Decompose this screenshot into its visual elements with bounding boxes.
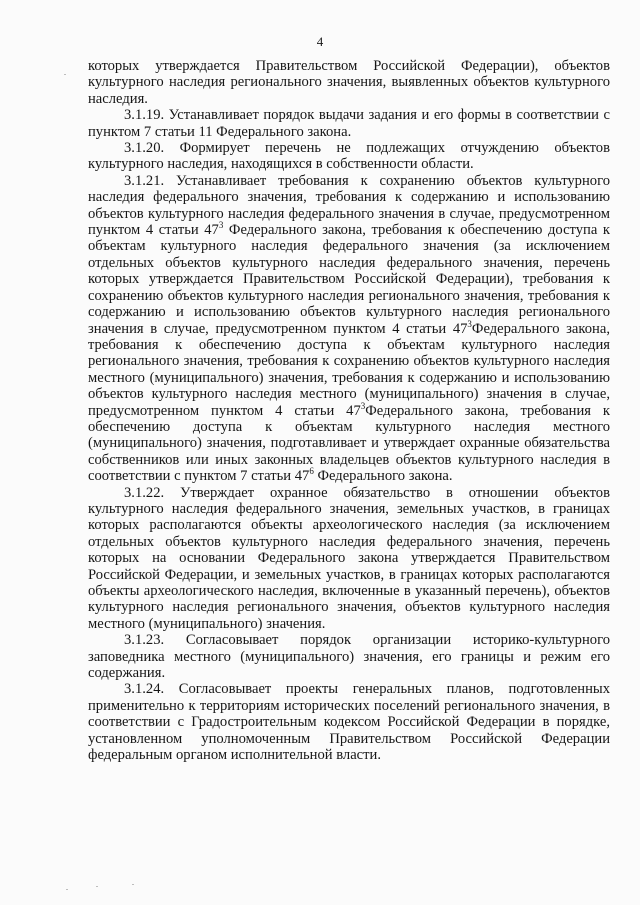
text-segment: 3.1.20. Формирует перечень не подлежащих отчуждению объектов культурного наследия, находящихся в собственности области. — [88, 140, 610, 173]
scan-speck — [96, 886, 98, 887]
scan-speck — [64, 74, 66, 75]
text-segment: 3.1.24. Согласовывает проекты генеральных планов, подготовленных применительно к территориям исторических поселений регионального значения, в соответствии с Градостроительным кодексом Российской Федерации в порядке, установленном уполномоченным Правительством Российской Федерации федеральным органом исполнительной власти. — [88, 681, 610, 764]
scan-speck — [132, 884, 134, 885]
text-segment: 3.1.21. Устанавливает требования к сохранению объектов культурного наследия федерального значения, требования к содержанию и использованию объектов культурного наследия федерального значения в случае, предусмотренном пунктом 4 статьи 47 — [88, 172, 610, 239]
text-segment: которых утверждается Правительством Российской Федерации), объектов культурного наследия регионального значения, выявленных объектов культурного наследия. — [88, 58, 610, 107]
superscript: 3 — [218, 220, 224, 231]
document-body — [88, 58, 610, 763]
paragraph-p-3-1-19 — [88, 107, 610, 140]
text-segment: Федерального закона, требования к обеспечению доступа к объектам культурного наследия местного (муниципального) значения, подготавливает и утверждает охранные обязательства собственников или иных законных владельцев объектов культурного наследия в соответствии с пунктом 7 статьи 47 — [88, 402, 610, 485]
paragraph-p-3-1-20 — [88, 140, 610, 173]
paragraph-p-3-1-24 — [88, 681, 610, 763]
paragraph-p-3-1-23 — [88, 632, 610, 681]
text-segment: 3.1.22. Утверждает охранное обязательство в отношении объектов культурного наследия федерального значения, земельных участков, в границах которых располагаются объекты археологического наследия (за исключением отдельных объектов культурного наследия федерального значения, перечень которых на основании Федерального закона утверждается Правительством Российской Федерации, и земельных участков, в границах которых располагаются объекты археологического наследия, включенные в указанный перечень), объектов культурного наследия регионального значения, объектов культурного наследия местного (муниципального) значения. — [88, 484, 610, 632]
superscript: 3 — [467, 318, 472, 329]
superscript: 6 — [309, 466, 314, 477]
scan-speck — [66, 889, 68, 890]
text-segment: 3.1.23. Согласовывает порядок организации историко-культурного заповедника местного (муниципального) значения, его границы и режим его содержания. — [88, 632, 610, 682]
page-number: 4 — [316, 34, 324, 49]
superscript: 3 — [360, 400, 366, 411]
paragraph-p-3-1-21 — [88, 173, 610, 485]
text-segment: Федерального закона, требования к обеспечению доступа к объектам культурного наследия федерального значения (за исключением отдельных объектов культурного наследия федерального значения, перечень которых утверждается Правительством Российской Федерации), требования к сохранению объектов культурного наследия регионального значения, требования к содержанию и использованию объектов культурного наследия регионального значения в случае, предусмотренном пунктом 4 статьи 47 — [88, 222, 610, 337]
text-segment: Федерального закона, требования к обеспечению доступа к объектам культурного наследия регионального значения, требования к сохранению объектов культурного наследия местного (муниципального) значения, требования к содержанию и использованию объектов культурного наследия местного (муниципального) значения в случае, предусмотренном пунктом 4 статьи 47 — [88, 320, 610, 419]
text-segment: 3.1.19. Устанавливает порядок выдачи задания и его формы в соответствии с пунктом 7 статьи 11 Федерального закона. — [88, 107, 610, 140]
paragraph-p-3-1-22 — [88, 485, 610, 633]
text-segment: Федерального закона. — [313, 468, 453, 485]
paragraph-p-cont — [88, 58, 610, 107]
